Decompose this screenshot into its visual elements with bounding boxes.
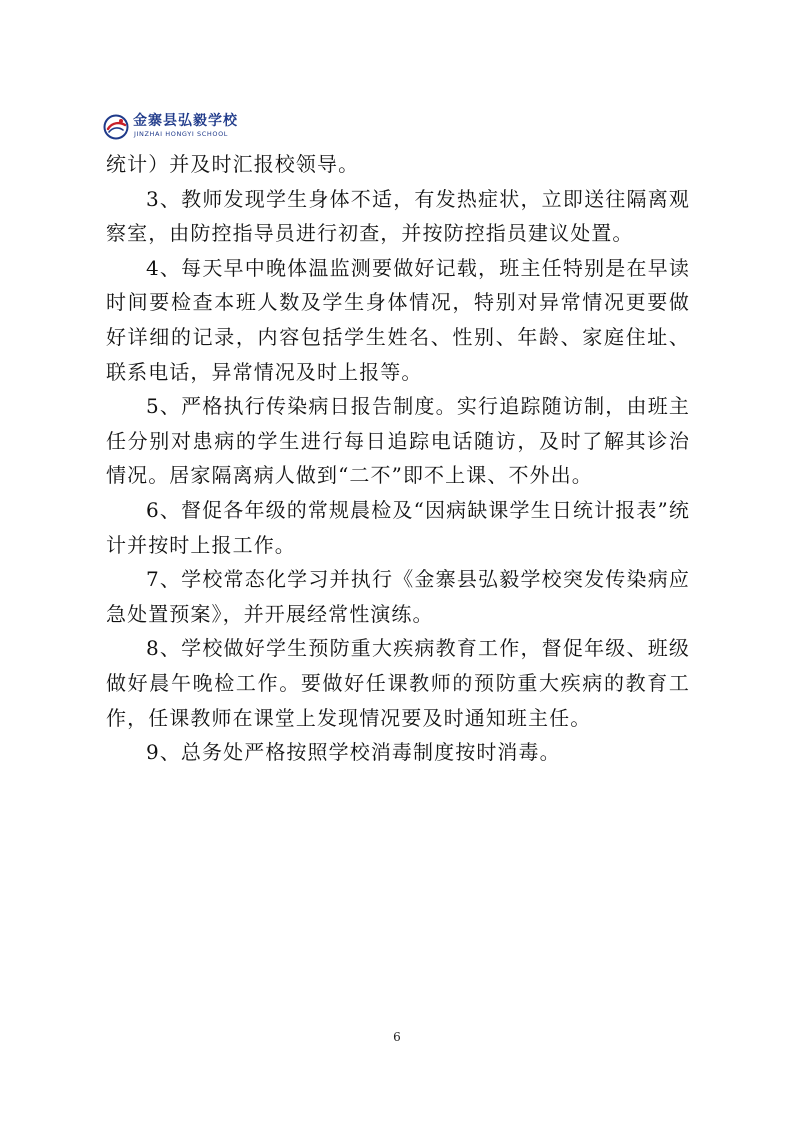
paragraph-item-8: 8、学校做好学生预防重大疾病教育工作，督促年级、班级做好晨午晚检工作。要做好任课教师的预防重大疾病的教育工作，任课教师在课堂上发现情况要及时通知班主任。 — [106, 636, 690, 730]
school-name-english: JINZHAI HONGYI SCHOOL — [134, 130, 229, 138]
paragraph-continuation: 统计）并及时汇报校领导。 — [106, 152, 360, 176]
paragraph-item-3: 3、教师发现学生身体不适，有发热症状，立即送往隔离观察室，由防控指导员进行初查，并按防控指员建议处置。 — [106, 186, 690, 246]
school-emblem-icon — [103, 114, 129, 140]
paragraph-item-7: 7、学校常态化学习并执行《金寨县弘毅学校突发传染病应急处置预案》，并开展经常性演练。 — [106, 567, 690, 626]
paragraph-item-6: 6、督促各年级的常规晨检及“因病缺课学生日统计报表”统计并按时上报工作。 — [106, 497, 690, 557]
school-name: 金寨县弘毅学校 — [133, 113, 238, 129]
document-body — [106, 147, 690, 770]
paragraph-item-5: 5、严格执行传染病日报告制度。实行追踪随访制，由班主任分别对患病的学生进行每日追踪电话随访，及时了解其诊治情况。居家隔离病人做到“二不”即不上课、不外出。 — [106, 394, 690, 488]
page-number: 6 — [393, 1030, 401, 1044]
paragraph-item-4: 4、每天早中晚体温监测要做好记载，班主任特别是在早读时间要检查本班人数及学生身体情况，特别对异常情况更要做好详细的记录，内容包括学生姓名、性别、年龄、家庭住址、联系电话，异常情况及时上报等。 — [106, 255, 690, 384]
paragraph-item-9: 9、总务处严格按照学校消毒制度按时消毒。 — [146, 740, 561, 765]
school-logo — [103, 112, 243, 144]
